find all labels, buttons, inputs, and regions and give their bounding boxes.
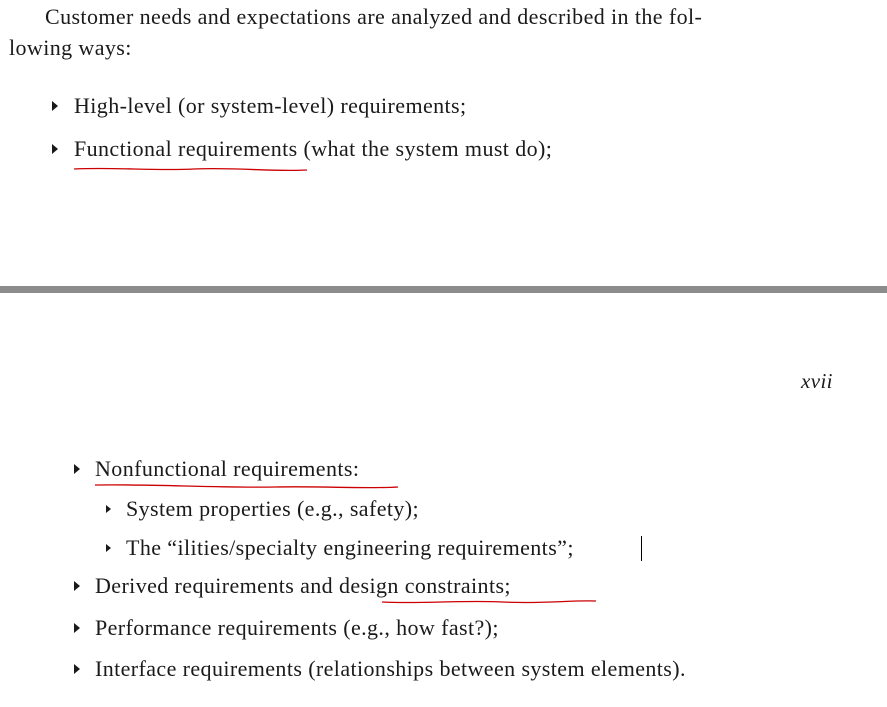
bullet-arrow-icon — [74, 664, 80, 674]
intro-paragraph-line-2: lowing ways: — [9, 35, 132, 60]
sub-list-item: The “ilities/specialty engineering requirements”; — [126, 535, 574, 560]
page-number: xvii — [801, 369, 833, 393]
intro-paragraph-line-1: Customer needs and expectations are analyzed and described in the fol- — [45, 4, 703, 29]
spellcheck-underline — [382, 598, 598, 608]
page-divider — [0, 286, 887, 293]
list-item: Derived requirements and design constraints; — [95, 573, 511, 598]
list-item: Interface requirements (relationships between system elements). — [95, 656, 686, 681]
spellcheck-underline — [95, 482, 400, 492]
bullet-arrow-icon — [52, 144, 58, 154]
list-item: Performance requirements (e.g., how fast?); — [95, 615, 499, 640]
sub-bullet-arrow-icon — [106, 544, 111, 552]
sub-bullet-arrow-icon — [106, 505, 111, 513]
bullet-arrow-icon — [74, 581, 80, 591]
sub-list-item: System properties (e.g., safety); — [126, 496, 420, 521]
list-item: Functional requirements (what the system must do); — [74, 136, 553, 161]
list-item: High-level (or system-level) requirements; — [74, 93, 467, 118]
bullet-arrow-icon — [52, 101, 58, 111]
bullet-arrow-icon — [74, 464, 80, 474]
bullet-arrow-icon — [74, 623, 80, 633]
spellcheck-underline — [74, 165, 309, 175]
list-item: Nonfunctional requirements: — [95, 456, 360, 481]
text-cursor[interactable] — [641, 536, 642, 561]
